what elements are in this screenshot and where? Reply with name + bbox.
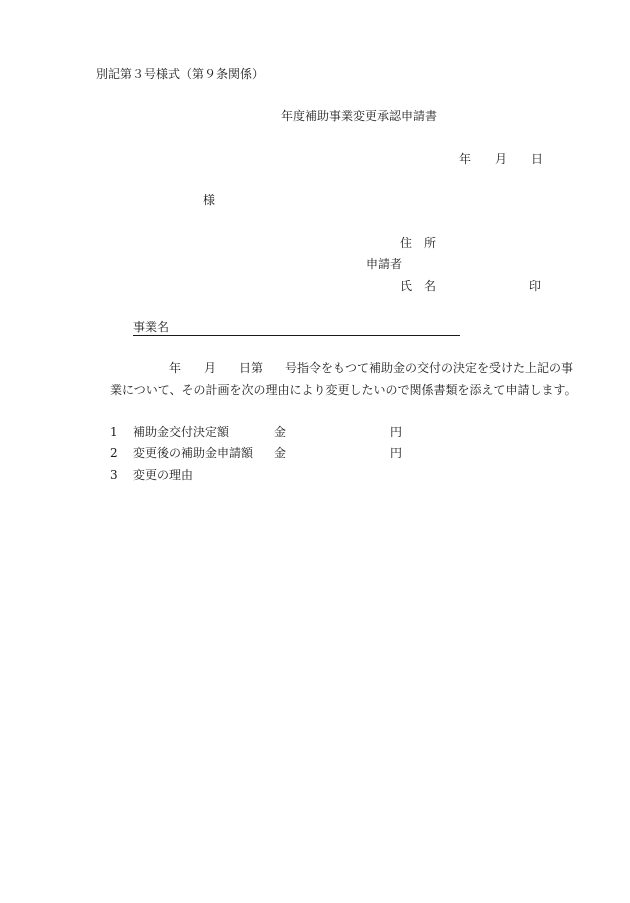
body-line-1 (169, 362, 573, 374)
item-yen: 円 (390, 425, 403, 439)
form-number: 別記第３号様式（第９条関係） (96, 67, 265, 81)
item-label: 変更の理由 (133, 468, 194, 482)
seal-label: 印 (529, 279, 542, 293)
item-label: 変更後の補助金申請額 (133, 446, 254, 460)
item-kin: 金 (274, 446, 287, 460)
item-kin: 金 (274, 425, 287, 439)
item-number: 2 (110, 446, 118, 460)
project-name-label: 事業名 (133, 320, 170, 334)
applicant-label: 申請者 (366, 257, 403, 271)
date-month-label: 月 (495, 152, 508, 166)
body-month: 月 (204, 361, 217, 375)
name-label: 氏 名 (400, 279, 437, 293)
body-year: 年 (169, 361, 182, 375)
body-line-2: 業について、その計画を次の理由により変更したいので関係書類を添えて申請します。 (110, 383, 577, 397)
date-day-label: 日 (531, 152, 544, 166)
item-label: 補助金交付決定額 (133, 425, 230, 439)
body-rest: 号指令をもつて補助金の交付の決定を受けた上記の事 (285, 361, 574, 375)
item-yen: 円 (390, 446, 403, 460)
address-label: 住 所 (400, 236, 437, 250)
item-number: 1 (110, 425, 118, 439)
addressee-honorific: 様 (203, 193, 216, 207)
document-title: 年度補助事業変更承認申請書 (281, 109, 438, 123)
date-year-label: 年 (459, 152, 472, 166)
item-number: 3 (110, 468, 118, 482)
body-day: 日第 (239, 361, 264, 375)
project-name-field (133, 321, 460, 336)
